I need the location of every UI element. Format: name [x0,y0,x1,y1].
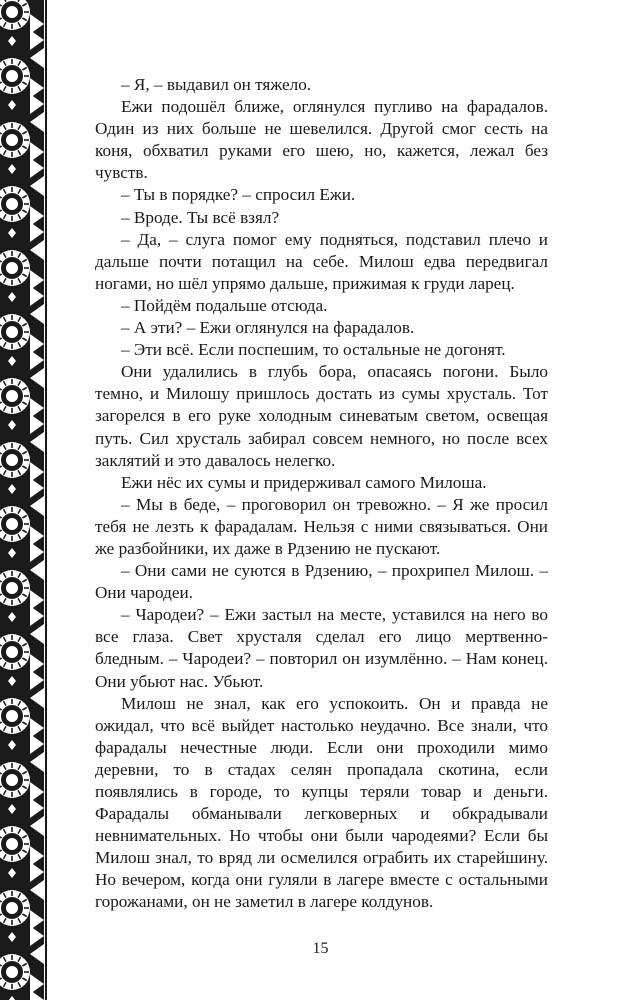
paragraph: – Эти всё. Если поспешим, то остальные не догонят. [121,340,506,360]
sun-inner-ring [6,262,18,274]
paragraph: – Они сами не суются в Рдзению, – прохрипел Милош. – Они чародеи. [95,561,548,603]
sun-inner-ring [6,710,18,722]
ornament-rule [45,0,47,1000]
page-number: 15 [312,940,329,957]
book-page-body [95,74,548,914]
sun-inner-ring [6,326,18,338]
sun-inner-ring [6,70,18,82]
sun-inner-ring [6,390,18,402]
sun-inner-ring [6,582,18,594]
paragraph: – А эти? – Ежи оглянулся на фарадалов. [121,318,415,338]
paragraph: – Я, – выдавил он тяжело. [121,75,312,94]
paragraph: Ежи подошёл ближе, оглянулся пугливо на фарадалов. Один из них больше не шевелился. Другой смог сесть на коня, обхватил руками его шею, но, кажется, лежал без чувств. [95,97,548,183]
paragraph: – Да, – слуга помог ему подняться, подставил плечо и дальше почти потащил на себе. Милош едва передвигал ногами, но шёл упрямо дальше, прижимая к груди ларец. [95,229,548,293]
sun-inner-ring [6,198,18,210]
paragraph: Они удалились в глубь бора, опасаясь погони. Было темно, и Милошу пришлось достать из сумы хрусталь. Тот загорелся в его руке холодным синеватым светом, освещая путь. Сил хрусталь забирал совсем немного, но после всех заклятий и это давалось нелегко. [95,362,548,470]
sun-inner-ring [6,454,18,466]
sun-inner-ring [6,646,18,658]
paragraph: Милош не знал, как его успокоить. Он и правда не ожидал, что всё выйдет настолько неудачно. Все знали, что фарадалы нечестные люди. Если они проходили мимо деревни, то в стадах селян пропадала скотина, если появлялись в городе, то купцы теряли товар и деньги. Фарадалы обманывали легковерных и обкрадывали невнимательных. Но чтобы они были чародеями? Если бы Милош знал, то вряд ли осмелился ограбить их старейшину. Но вечером, когда они гуляли в лагере вместе с остальными горожанами, он не заметил в лагере колдунов. [95,693,548,912]
paragraph: – Мы в беде, – проговорил он тревожно. – Я же просил тебя не лезть к фарадалам. Нельзя с ними связываться. Они же разбойники, их даже в Рдзению не пускают. [95,494,548,558]
paragraph: – Ты в порядке? – спросил Ежи. [121,185,356,205]
sun-inner-ring [6,6,18,18]
sun-inner-ring [6,838,18,850]
decorative-border-ornament [0,0,50,1000]
sun-inner-ring [6,902,18,914]
sun-inner-ring [6,966,18,978]
paragraph: Ежи нёс их сумы и придерживал самого Милоша. [121,472,487,492]
paragraph: – Вроде. Ты всё взял? [121,207,280,227]
sun-inner-ring [6,518,18,530]
paragraph: – Пойдём подальше отсюда. [121,295,328,315]
sun-inner-ring [6,134,18,146]
paragraph: – Чародеи? – Ежи застыл на месте, уставился на него во все глаза. Свет хрусталя сделал его лицо мертвенно-бледным. – Чародеи? – повторил он изумлённо. – Нам конец. Они убьют нас. Убьют. [95,605,548,691]
sun-inner-ring [6,774,18,786]
